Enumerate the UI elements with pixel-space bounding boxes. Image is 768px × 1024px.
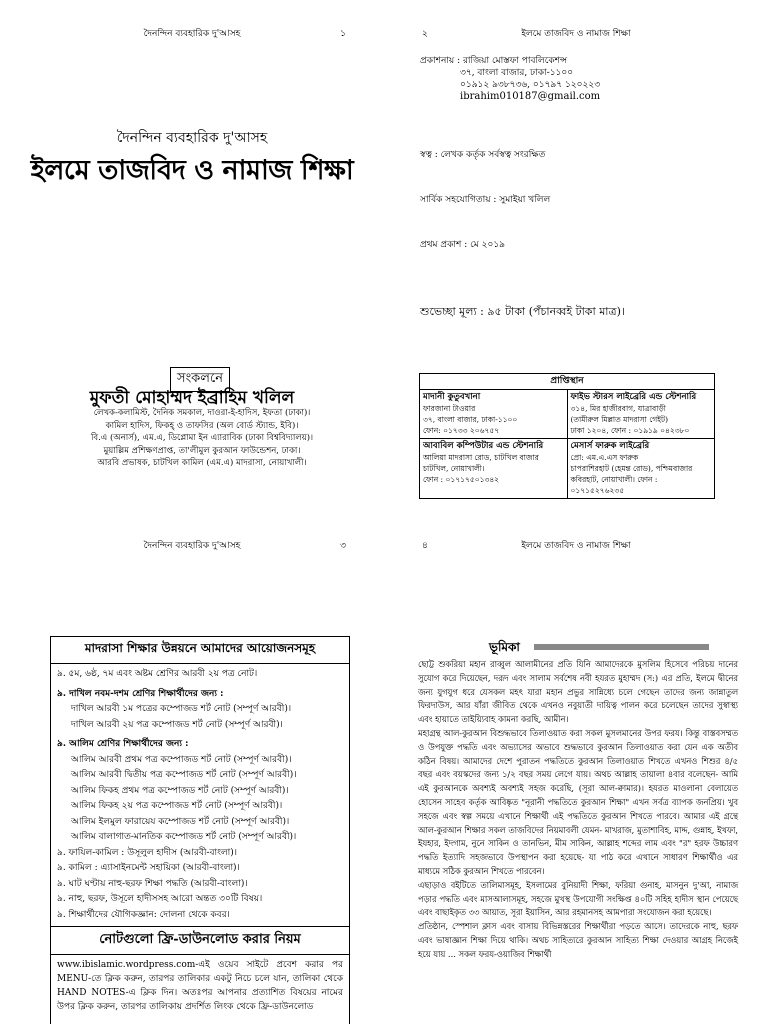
page-4: [384, 512, 768, 1024]
copyright-line: স্বত্ব : লেখক কর্তৃক সর্বস্বত্ব সংরক্ষিত: [420, 150, 546, 160]
publisher-phone: ০১৯১২ ৯৩৮৭৩৬, ০১৭৯৭ ১২০২২৩: [460, 80, 601, 90]
offering-item: দাখিল আরবী ২য় পত্র কম্পোজড শর্ট নোট (সম্পূর্ণ আরবী)।: [71, 719, 283, 730]
offerings-box: [50, 636, 350, 1024]
offering-item: ৯. আলিম শ্রেণির শিক্ষার্থীদের জন্য :: [57, 739, 189, 749]
shop-line: ৩১৪, মির হাজীরবাগ, যাত্রাবাড়ী: [570, 404, 666, 413]
offering-item: দাখিল আরবী ১ম পত্রের কম্পোজড শর্ট নোট (সম্পূর্ণ আরবী)।: [71, 704, 292, 714]
assistance-line: সার্বিক সহযোগিতায় : সুমাইয়া খলিল: [420, 195, 551, 205]
credential-line: বি.এ (অনার্স), এম.এ, ডিপ্লোমা ইন এ্যারাবিক (ঢাকা বিশ্ববিদ্যালয়)।: [90, 433, 314, 443]
shop-name: মেসার্স ফারুক লাইব্রেরি: [570, 441, 650, 451]
page-number: ২: [422, 29, 428, 39]
shop-line: কবিরহাট, নোয়াখালী। ফোন : ০১৭১৫২৭৬২৩৫: [570, 475, 658, 495]
credential-line: মুয়াল্লিম প্রশিক্ষণপ্রাপ্ত, তা'লীমুল কুরআন ফাউন্ডেশন, ঢাকা।: [103, 445, 301, 456]
credential-line: আরবি প্রভাষক, চাটখিল কামিল (এম.এ) মাদরাসা, নোয়াখালী।: [97, 458, 307, 468]
book-title: ইলমে তাজবিদ ও নামাজ শিক্ষা: [30, 155, 354, 186]
publisher-block: [420, 55, 600, 103]
header-title: দৈনন্দিন ব্যবহারিক দু'আসহ: [143, 541, 241, 551]
shop-cell: [420, 390, 568, 439]
credential-line: কামিল হাদিস, ফিকহ্ ও তাফসির (অল বোর্ড স্ট্যান্ড, ইবি)।: [105, 420, 299, 431]
preface-paragraph: প্রতিষ্ঠান, স্পেশাল ক্লাস এবং বাসায় বিভিন্নস্তরের শিক্ষার্থীরা পড়তে আসে। তাদেরকে নাহু, ছরফ এবং ভাষাজ্ঞান শিক্ষা দিয়ে থাকি। অথচ সাহিত্যরে কুরআন সাহিত্য শিক্ষা দেওয়ার আগ্রহ নিজেই হয়ে যায় ... সকল ফরয-ওয়াজিব শিক্ষার্থী: [418, 921, 738, 959]
publisher-email: ibrahim010187@gmail.com: [460, 91, 601, 102]
shop-name: ফাইভ স্টারস লাইব্রেরি এন্ড স্টেশনারি: [570, 392, 697, 402]
header-title: ইলমে তাজবিদ ও নামাজ শিক্ষা: [521, 541, 631, 551]
publisher-line: প্রকাশনায় : রাজিয়া মোস্তফা পাবলিকেশন্স: [420, 56, 568, 66]
page-number: ১: [340, 29, 346, 39]
running-header: [30, 538, 354, 552]
heading-bar: [534, 644, 709, 650]
author-credentials: [60, 407, 344, 470]
offering-item: আলিম আরবী দ্বিতীয় পত্র কম্পোজড শর্ট নোট (সম্পূর্ণ আরবী)।: [71, 770, 297, 780]
shop-name: মাদানী কুতুবখানা: [423, 392, 481, 402]
offering-item: ৯. নাহু, ছরফ, উসূলে হাদীসসহ আরো অন্তত ৩০টি বিষয়।: [57, 894, 263, 904]
preface-paragraph: ছোট্ট শুকরিয়া মহান রাব্বুল আলামীনের প্রতি যিনি আমাদেরকে মুসলিম হিসেবে পরিচয় দানের সুযোগ করে দিয়েছেন, দরূদ এবং সালাম সর্বশেষ নবী হযরত মুহাম্মদ (স:) এর প্রতি, ইলমে দ্বীনের জন্য যুগযুগ ধরে যেসকল মহৎ যারা মহান প্রভুর সান্নিধ্যে চলে গেছেন তাদের জন্য জান্নাতুল ফিরদাউস, আর যাঁরা জীবিত থেকে এখনও নবুয়াতী দায়িত্ব পালন করে চলেছেন তাদের সুস্বাস্থ্য এবং হায়াতে তাইয়্যিবাহ কামনা করছি, আমীন।: [418, 659, 738, 725]
offering-item: ৯. কামিল : এ্যাসাইনমেন্ট সহায়িকা (আরবী-বাংলা)।: [57, 863, 240, 873]
offering-item: ৯. ৫ম, ৬ষ্ঠ, ৭ম এবং অষ্টম শ্রেণির আরবী ২য় পত্র নোট।: [57, 669, 258, 679]
shop-line: ঢাকা ১২০৪, ফোন : ০১৯১৯ ০৪২৩৮০: [570, 426, 690, 435]
running-header: [30, 26, 354, 40]
header-title: দৈনন্দিন ব্যবহারিক দু'আসহ: [143, 29, 241, 39]
shop-line: (তামীরুল মিল্লাত মাদরাসা গেইট): [570, 415, 669, 424]
shop-cell: [420, 439, 568, 499]
availability-title: প্রাপ্তিস্থান: [420, 374, 715, 390]
publisher-address: ৩৭, বাংলা বাজার, ঢাকা-১১০০: [460, 68, 574, 78]
offering-item: আলিম আরবী প্রথম পত্র কম্পোজড শর্ট নোট (সম্পূর্ণ আরবী)।: [71, 754, 292, 765]
offering-item: আলিম বালাগাত-মানতিক কম্পোজড শর্ট নোট (সম্পূর্ণ আরবী)।: [71, 832, 297, 842]
book-subtitle: দৈনন্দিন ব্যবহারিক দু'আসহ: [116, 130, 268, 146]
shop-line: আলিয়া মাদরাসা রোড, চাটখিল বাজার: [423, 453, 539, 462]
preface-heading: ভূমিকা: [489, 640, 520, 654]
shop-cell: [567, 439, 715, 499]
offering-item: আলিম ইলমুল ফারায়েয কম্পোজড শর্ট নোট (সম্পূর্ণ আরবী)।: [71, 816, 290, 827]
offering-item: আলিম ফিকহ ২য় পত্র কম্পোজড শর্ট নোট (সম্পূর্ণ আরবী)।: [71, 801, 283, 811]
offering-item: ৯. ঘাট ঘণ্টায় নাহু-ছরফ শিক্ষা পদ্ধতি (আরবী-বাংলা)।: [57, 878, 248, 889]
offering-item: ৯. শিক্ষার্থীদের যৌগিকজ্ঞান: দোলনা থেকে কবর।: [57, 909, 230, 920]
offerings-title: মাদরাসা শিক্ষার উন্নয়নে আমাদের আয়োজনসমূহ: [51, 637, 349, 664]
offering-item: আলিম ফিকহ প্রথম পত্র কম্পোজড শর্ট নোট (সম্পূর্ণ আরবী)।: [71, 785, 289, 796]
shop-line: চাপরাশিরহাট (হেমন্ত রোড), পশ্চিমবাজার: [570, 464, 693, 473]
shop-line: প্রো: এম.এ.এস ফারুক: [570, 453, 639, 462]
page-1: [0, 0, 384, 512]
running-header: [414, 538, 738, 552]
shop-cell: [567, 390, 715, 439]
running-header: [414, 26, 738, 40]
shop-line: ফারজানা টাওয়ার: [423, 404, 476, 413]
shop-line: ফোন: ০১৭৩৩ ২০৬৭৫৭: [423, 426, 500, 435]
preface-body: [418, 658, 738, 962]
author-name: মুফতী মোহাম্মদ ইব্রাহিম খলিল: [89, 388, 295, 408]
offering-item: ৯. দাখিল নবম-দশম শ্রেণির শিক্ষার্থীদের জন্য :: [57, 688, 224, 699]
offering-item: ৯. ফাযিল-কামিল : উসূলুল হাদীস (আরবী-বাংলা)।: [57, 847, 237, 858]
shop-name: আবাবিল কম্পিউটার এন্ড স্টেশনারি: [423, 441, 544, 451]
first-edition-line: প্রথম প্রকাশ : মে ২০১৯: [420, 240, 506, 250]
shop-line: ৩৭, বাংলা বাজার, ঢাকা-১১০০: [423, 415, 518, 424]
offerings-list: [51, 664, 349, 926]
availability-table: [419, 373, 715, 499]
compiled-label: সংকলনে: [170, 367, 230, 392]
shop-line: ফোন : ০১৭১৭৫০১৩৪২: [423, 475, 500, 484]
price-line: শুভেচ্ছা মূল্য : ৯৫ টাকা (পঁচানব্বই টাকা মাত্র)।: [420, 305, 625, 318]
shop-line: চাটখিল, নোয়াখালী।: [423, 464, 485, 473]
download-title: নোটগুলো ফ্রি-ডাউনলোড করার নিয়ম: [51, 926, 349, 955]
page-3: [0, 512, 384, 1024]
preface-paragraph: মহাগ্রন্থ আল-কুরআন বিশুদ্ধভাবে তিলাওয়াত করা সকল মুসলমানের উপর ফরয। কিন্তু বাস্তবসম্মত ও উপযুক্ত পদ্ধতি এবং অভ্যাসের অভাবে শুদ্ধভাবে কুরআন তিলাওয়াত করা যেন এক অতীব কঠিন বিষয়। আমাদের দেশে পুরাতন পদ্ধতিতে কুরআন তিলাওয়াত শিখতে এখনও শিশুর ৪/৫ বছর এবং বয়স্কদের জন্য ১/২ বছর সময় লেগে যায়। অথচ আল্লাহ তায়ালা ৪বার বলেছেন- আমি এই কুরআনকে অবশ্যই অবশ্যই সহজ করেছি, (সূরা আল-ক্বামার)। হযরত মাওলানা বেলায়েত হোসেন সাহেব কর্তৃক আবিষ্কৃত "নূরানী পদ্ধতিতে কুরআন শিক্ষা" এখন সর্বত্র ব্যাপক জনপ্রিয়। খুব সহজে এবং স্বল্প সময়ে এখানে শিক্ষার্থী এই পদ্ধতিতে কুরআন শিখতে পারবে। আমার এই গ্রন্থে আল-কুরআন শিক্ষার সকল তাজবিদের নিয়মাবলী যেমন- মাখরাজ, মুতাশাবিহ, মাদ্দ, গুন্নাহ, ইখফা, ইযহার, ইদগাম, নুনে সাকিন ও তানভিন, মীম সাকিন, আল্লাহ শব্দের লাম এবং "র" হরফ উচ্চারণ পদ্ধতি ইত্যাদি সহজভাবে উপস্থাপন করা হয়েছে- যা পাঠ করে এখানে সাধারণ শিক্ষার্থীও এর মাধ্যমে সঠিক কুরআন শিখতে পারবেন।: [418, 727, 738, 876]
preface-paragraph: এছাড়াও বইটিতে তালিমাসমূহ, ইসলামের বুনিয়াদী শিক্ষা, ফরিয়া গুনাহ, মাসনুন দু'আ, নামাজ পড়ার পদ্ধতি এবং মাসআলাসমূহ, সহজে মুখস্থ উপযোগী সংক্ষিপ্ত ৪০টি সহিহ হাদীস স্থান পেয়েছে এবং বাছাইকৃত ৩৩ আয়াত, সূরা ইয়াসিন, আর রহমানসহ আমপারা সংযোজন করা হয়েছে।: [418, 879, 738, 918]
credential-line: লেখক-কলামিস্ট, দৈনিক সমকাল, দাওরা-ই-হাদিস, ইফতা (ঢাকা)।: [93, 408, 311, 418]
page-2: [384, 0, 768, 512]
download-instructions: www.ibislamic.wordpress.com-এই ওয়েব সাইটে প্রবেশ করার পর MENU-তে ক্লিক করুন, তারপর তালিকার একটু নিচে চলে যান, তালিকা থেকে HAND NOTES-এ ক্লিক দিন। অতঃপর আপনার প্রত্যাশিত বিষয়ের নামের উপর ক্লিক করুন, তারপর তালিকায় প্রদর্শিত লিংক থেকে ফ্রি-ডাউনলোড: [57, 960, 343, 1012]
header-title: ইলমে তাজবিদ ও নামাজ শিক্ষা: [521, 29, 631, 39]
page-number: ৪: [422, 541, 428, 551]
page-number: ৩: [340, 541, 346, 551]
